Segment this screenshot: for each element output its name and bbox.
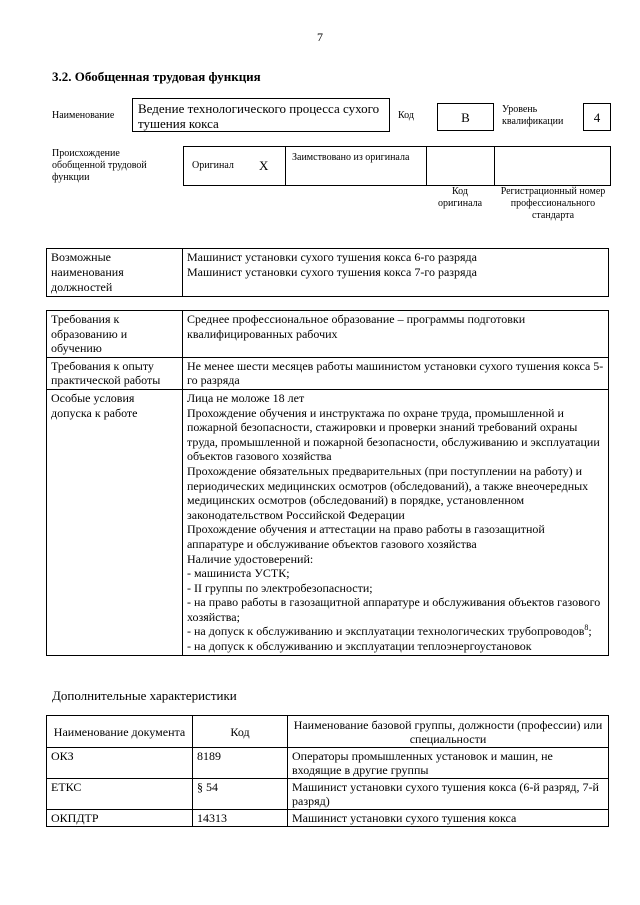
cell-group: Машинист установки сухого тушения кокса (6-й разряд, 7-й разряд): [288, 779, 609, 810]
table-row: [47, 779, 609, 810]
name-label: Наименование: [52, 110, 115, 121]
cell-document: ОКПДТР: [47, 810, 193, 827]
requirement-row: [47, 389, 609, 655]
additional-header-row: [47, 716, 609, 748]
origin-divider-2: [426, 146, 427, 186]
col-header-group: Наименование базовой группы, должности (профессии) или специальности: [288, 716, 609, 748]
requirement-row: [47, 357, 609, 389]
requirement-text-main: Лица не моложе 18 лет Прохождение обучения и инструктажа по охране труда, промышленной и пожарной безопасности, стажировки и проверки знаний требований охраны труда, промышленной и пожарной безопасности, обслуживанию и эксплуатации объектов газового хозяйства Прохождение обязательных предварительных (при поступлении на работу) и периодических медицинских осмотров (обследований), а также внеочередных медицинских осмотров (обследований) в порядке, установленном законодательством Российской Федерации Прохождение обучения и аттестации на право работы в газозащитной аппаратуре и обслуживание объектов газового хозяйства Наличие удостоверений: - машиниста УСТК; - II группы по электробезопасности; - на право работы в газозащитной аппаратуре и обслуживания объектов газового хозяйства; - на допуск к обслуживанию и эксплуатации технологических трубопроводов: [187, 390, 601, 639]
cell-group: Операторы промышленных установок и машин, не входящие в другие группы: [288, 748, 609, 779]
positions-values: [183, 249, 609, 297]
table-row: [47, 748, 609, 779]
cell-group: Машинист установки сухого тушения кокса: [288, 810, 609, 827]
additional-title: Дополнительные характеристики: [52, 688, 237, 703]
position-item: Машинист установки сухого тушения кокса 7-го разряда: [187, 265, 477, 279]
footnote-mark: 8: [584, 623, 589, 633]
position-item: Машинист установки сухого тушения кокса 6-го разряда: [187, 250, 477, 264]
origin-original-label: Оригинал: [192, 160, 234, 171]
origin-label: Происхождение обобщенной трудовой функции: [52, 148, 147, 183]
table-row: [47, 810, 609, 827]
requirements-table: [46, 310, 609, 656]
page-number: 7: [317, 30, 323, 44]
requirement-text: [183, 389, 609, 655]
positions-label: Возможные наименования должностей: [47, 249, 183, 297]
code-label: Код: [398, 110, 414, 121]
origin-original-mark: X: [259, 158, 269, 173]
cell-code: 14313: [193, 810, 288, 827]
positions-table: [46, 248, 609, 297]
additional-table: [46, 715, 609, 827]
level-value: 4: [583, 103, 611, 131]
origin-reg-caption: Регистрационный номер профессионального стандарта: [500, 186, 606, 221]
name-value: Ведение технологического процесса сухого тушения кокса: [132, 98, 390, 132]
requirement-label: Требования к опыту практической работы: [47, 357, 183, 389]
requirement-label: Требования к образованию и обучению: [47, 311, 183, 358]
requirement-text: Не менее шести месяцев работы машинистом установки сухого тушения кокса 5-го разряда: [183, 357, 609, 389]
origin-code-caption: Код оригинала: [437, 186, 483, 209]
level-label: Уровень квалификации: [502, 104, 564, 127]
origin-divider-1: [285, 146, 286, 186]
requirement-text-tail: ; - на допуск к обслуживанию и эксплуатации теплоэнергоустановок: [187, 624, 592, 654]
origin-divider-3: [494, 146, 495, 186]
requirement-text: Среднее профессиональное образование – программы подготовки квалифицированных рабочих: [183, 311, 609, 358]
cell-document: ОКЗ: [47, 748, 193, 779]
cell-code: § 54: [193, 779, 288, 810]
requirement-row: [47, 311, 609, 358]
cell-code: 8189: [193, 748, 288, 779]
requirement-label: Особые условия допуска к работе: [47, 389, 183, 655]
cell-document: ЕТКС: [47, 779, 193, 810]
col-header-code: Код: [193, 716, 288, 748]
col-header-document: Наименование документа: [47, 716, 193, 748]
code-value: В: [437, 103, 494, 131]
origin-borrowed-label: Заимствовано из оригинала: [292, 152, 410, 163]
section-title: 3.2. Обобщенная трудовая функция: [52, 69, 261, 84]
